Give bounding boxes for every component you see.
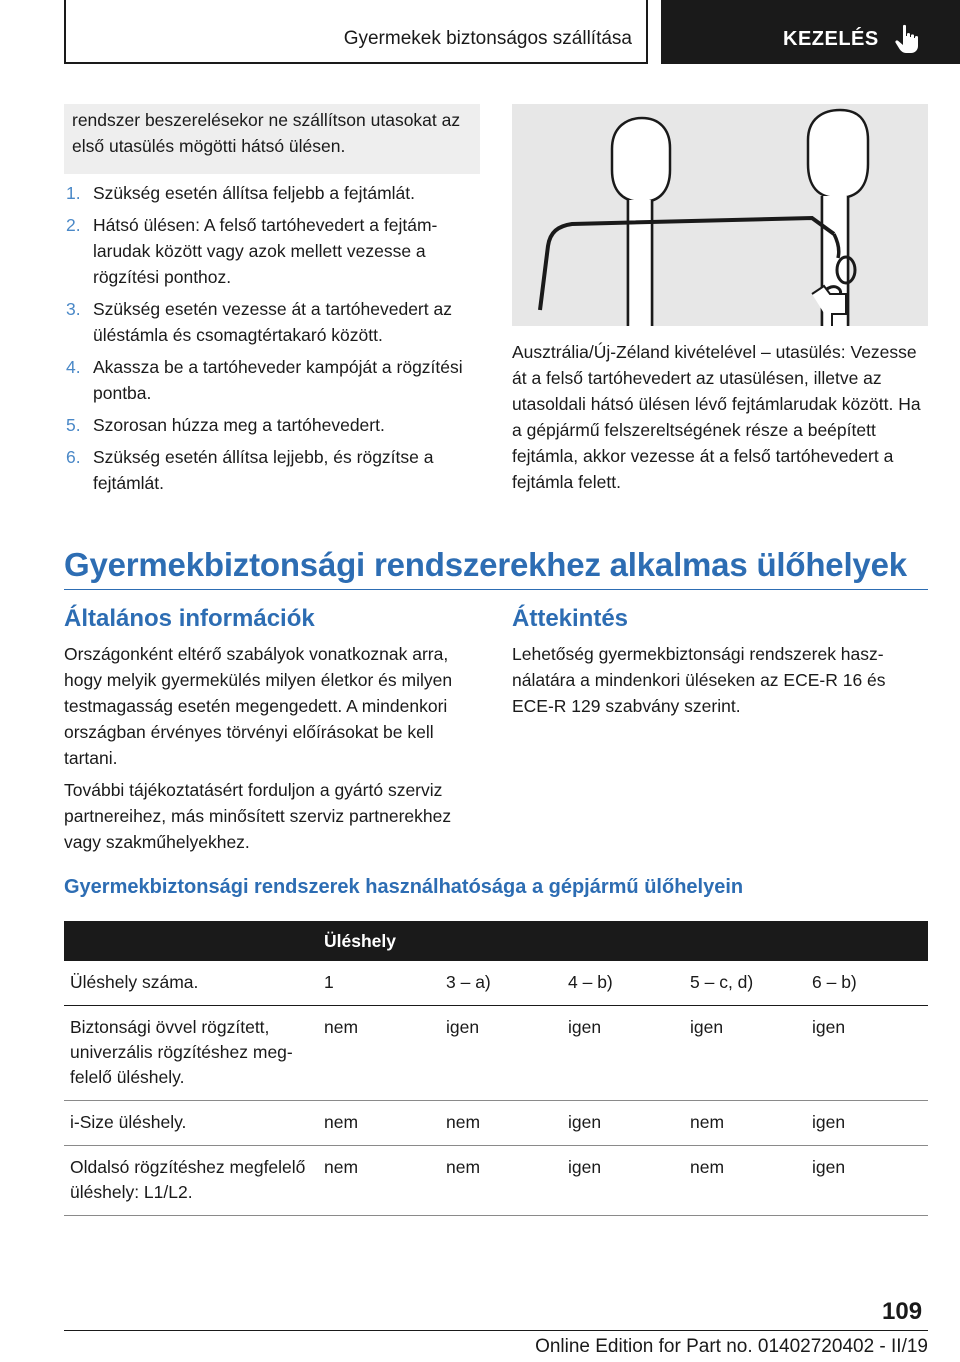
table-cell: igen (806, 1101, 928, 1146)
step-text: Hátsó ülésen: A felső tartóhevedert a fejtámlarudak között vagy azok mellett vezesse a rögzítési ponthoz. (93, 215, 438, 287)
list-item (64, 212, 484, 290)
step-number: 5. (66, 415, 81, 435)
table-cell: nem (318, 1101, 440, 1146)
table-cell: 5 – c, d) (684, 961, 806, 1006)
page-number: 109 (882, 1298, 923, 1325)
seat-suitability-table (64, 921, 928, 1216)
step-number: 4. (66, 357, 81, 377)
figure-caption: Ausztrália/Új-Zéland kivételével – utasülés: Vezesse át a felső tartóhevedert az utasülésen, illetve az utasoldali hátsó ülésen lévő fejtámlarudak között. Ha a gépjármű felszereltségének része a beépített fejtámla, akkor vezesse át a felső tartóhevedert a fejtámla felett. (512, 342, 921, 492)
table-header-seat: Üléshely (318, 921, 928, 961)
headrest-tether-drawing (512, 104, 928, 326)
table-cell: igen (562, 1101, 684, 1146)
edition-footer: Online Edition for Part no. 01402720402 - II/19 (535, 1336, 928, 1357)
table-row (64, 1006, 928, 1101)
step-text: Szükség esetén vezesse át a tartóhevedert az üléstámla és csomagtértakaró között. (93, 299, 452, 345)
step-text: Szorosan húzza meg a tartóhevedert. (93, 415, 385, 435)
table-cell: nem (440, 1146, 562, 1216)
row-label: Üléshely száma. (64, 961, 318, 1006)
list-item (64, 444, 484, 496)
step-number: 1. (66, 183, 81, 203)
row-label: Biztonsági övvel rögzített, univerzális rögzítéshez megfelelő üléshely. (64, 1006, 318, 1101)
general-info-heading: Általános információk (64, 605, 315, 632)
table-cell: igen (684, 1006, 806, 1101)
table-cell: nem (440, 1101, 562, 1146)
table-header-row (64, 921, 928, 961)
overview-heading: Áttekintés (512, 605, 629, 632)
note-text: rendszer beszerelésekor ne szállítson utasokat az első utasülés mögötti hátsó ülésen. (72, 110, 461, 156)
table-cell: 1 (318, 961, 440, 1006)
headrest-tether-illustration (512, 104, 928, 326)
hand-pointer-icon (894, 24, 920, 54)
table-cell: igen (562, 1006, 684, 1101)
running-header (64, 0, 648, 64)
list-item (64, 180, 484, 206)
general-paragraph-1: Országonként eltérő szabályok vonatkoznak arra, hogy melyik gyermekülés milyen életkor és milyen testmagasság esetén megengedett. A mindenkori országban érvényes törvényi előírásokat be kell tartani. (64, 644, 453, 768)
table-cell: nem (684, 1146, 806, 1216)
step-number: 3. (66, 299, 81, 319)
heading-rule (64, 589, 928, 590)
chapter-tab (661, 0, 960, 64)
step-number: 2. (66, 215, 81, 235)
step-number: 6. (66, 447, 81, 467)
table-cell: igen (806, 1006, 928, 1101)
table-row (64, 961, 928, 1006)
table-cell: 3 – a) (440, 961, 562, 1006)
list-item (64, 354, 484, 406)
table-cell: igen (562, 1146, 684, 1216)
overview-paragraph: Lehetőség gyermekbiztonsági rendszerek használatára a mindenkori üléseken az ECE-R 16 és ECE-R 129 szabvány szerint. (512, 644, 886, 716)
table-cell: 4 – b) (562, 961, 684, 1006)
table-cell: igen (806, 1146, 928, 1216)
section-title: Gyermekek biztonságos szállítása (343, 28, 632, 49)
section-heading: Gyermekbiztonsági rendszerekhez alkalmas ülőhelyek (64, 546, 907, 583)
table-row (64, 1101, 928, 1146)
instruction-list (64, 180, 484, 502)
list-item (64, 412, 484, 438)
table-row (64, 1146, 928, 1216)
row-label: Oldalsó rögzítéshez megfelelő üléshely: L1/L2. (64, 1146, 318, 1216)
step-text: Szükség esetén állítsa lejjebb, és rögzítse a fejtámlát. (93, 447, 434, 493)
table-cell: nem (318, 1006, 440, 1101)
chapter-label: KEZELÉS (783, 28, 879, 50)
list-item (64, 296, 484, 348)
step-text: Akassza be a tartóheveder kampóját a rögzítési pontba. (93, 357, 463, 403)
row-label: i-Size üléshely. (64, 1101, 318, 1146)
table-cell: nem (684, 1101, 806, 1146)
general-paragraph-2: További tájékoztatásért forduljon a gyártó szerviz partnereihez, más minősített szerviz partnerekhez vagy szakműhelyekhez. (64, 780, 452, 852)
note-box (64, 104, 480, 174)
footer-rule (64, 1330, 928, 1331)
table-cell: 6 – b) (806, 961, 928, 1006)
general-info-body (64, 641, 484, 861)
table-cell: igen (440, 1006, 562, 1101)
overview-body (512, 641, 932, 725)
usability-heading: Gyermekbiztonsági rendszerek használhatósága a gépjármű ülőhelyein (64, 876, 744, 898)
table-cell: nem (318, 1146, 440, 1216)
table-header-spacer (64, 921, 318, 961)
step-text: Szükség esetén állítsa feljebb a fejtámlát. (93, 183, 415, 203)
